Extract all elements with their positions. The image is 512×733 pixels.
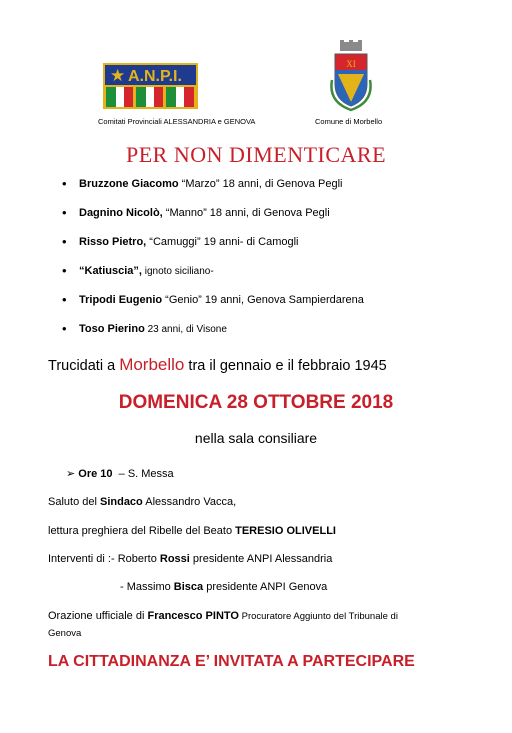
svg-text:XI: XI xyxy=(346,59,356,69)
oration-line: Orazione ufficiale di Francesco PINTO Procuratore Aggiunto del Tribunale di xyxy=(48,610,398,622)
page-title: PER NON DIMENTICARE xyxy=(125,142,387,167)
event-date: DOMENICA 28 OTTOBRE 2018 xyxy=(118,392,394,413)
speakers-line-2: - Massimo Bisca presidente ANPI Genova xyxy=(120,581,328,593)
list-item: • Tripodi Eugenio “Genio” 19 anni, Genova Sampierdarena xyxy=(62,292,364,321)
place-name: Morbello xyxy=(119,355,185,374)
arrow-icon: ➢ xyxy=(66,468,76,480)
list-item: • “Katiuscia”, ignoto siciliano- xyxy=(62,263,364,292)
speakers-line: Interventi di :- Roberto Rossi presidente ANPI Alessandria xyxy=(48,553,333,565)
massacre-statement: Trucidati a Morbello tra il gennaio e il febbraio 1945 xyxy=(48,355,387,374)
anpi-logo-text: A.N.P.I. xyxy=(128,68,182,85)
invitation-text: LA CITTADINANZA E’ INVITATA A PARTECIPARE xyxy=(48,653,415,670)
event-venue: nella sala consiliare xyxy=(194,430,318,446)
schedule-mass: ➢ Ore 10 – S. Messa xyxy=(66,468,174,480)
greeting-line: Saluto del Sindaco Alessandro Vacca, xyxy=(48,496,237,508)
list-item: • Toso Pierino 23 anni, di Visone xyxy=(62,321,364,350)
prayer-line: lettura preghiera del Ribelle del Beato TERESIO OLIVELLI xyxy=(48,525,336,537)
svg-text:★: ★ xyxy=(110,66,126,85)
anpi-logo xyxy=(103,63,198,109)
comune-coat-of-arms xyxy=(330,40,372,112)
comune-caption: Comune di Morbello xyxy=(315,117,383,126)
victims-list xyxy=(62,176,364,350)
list-item: • Bruzzone Giacomo “Marzo” 18 anni, di Genova Pegli xyxy=(62,176,364,205)
oration-line-cont: Genova xyxy=(48,628,82,639)
list-item: • Risso Pietro, “Camuggi” 19 anni- di Camogli xyxy=(62,234,364,263)
anpi-caption: Comitati Provinciali ALESSANDRIA e GENOVA xyxy=(98,117,256,126)
list-item: • Dagnino Nicolò, “Manno” 18 anni, di Genova Pegli xyxy=(62,205,364,234)
